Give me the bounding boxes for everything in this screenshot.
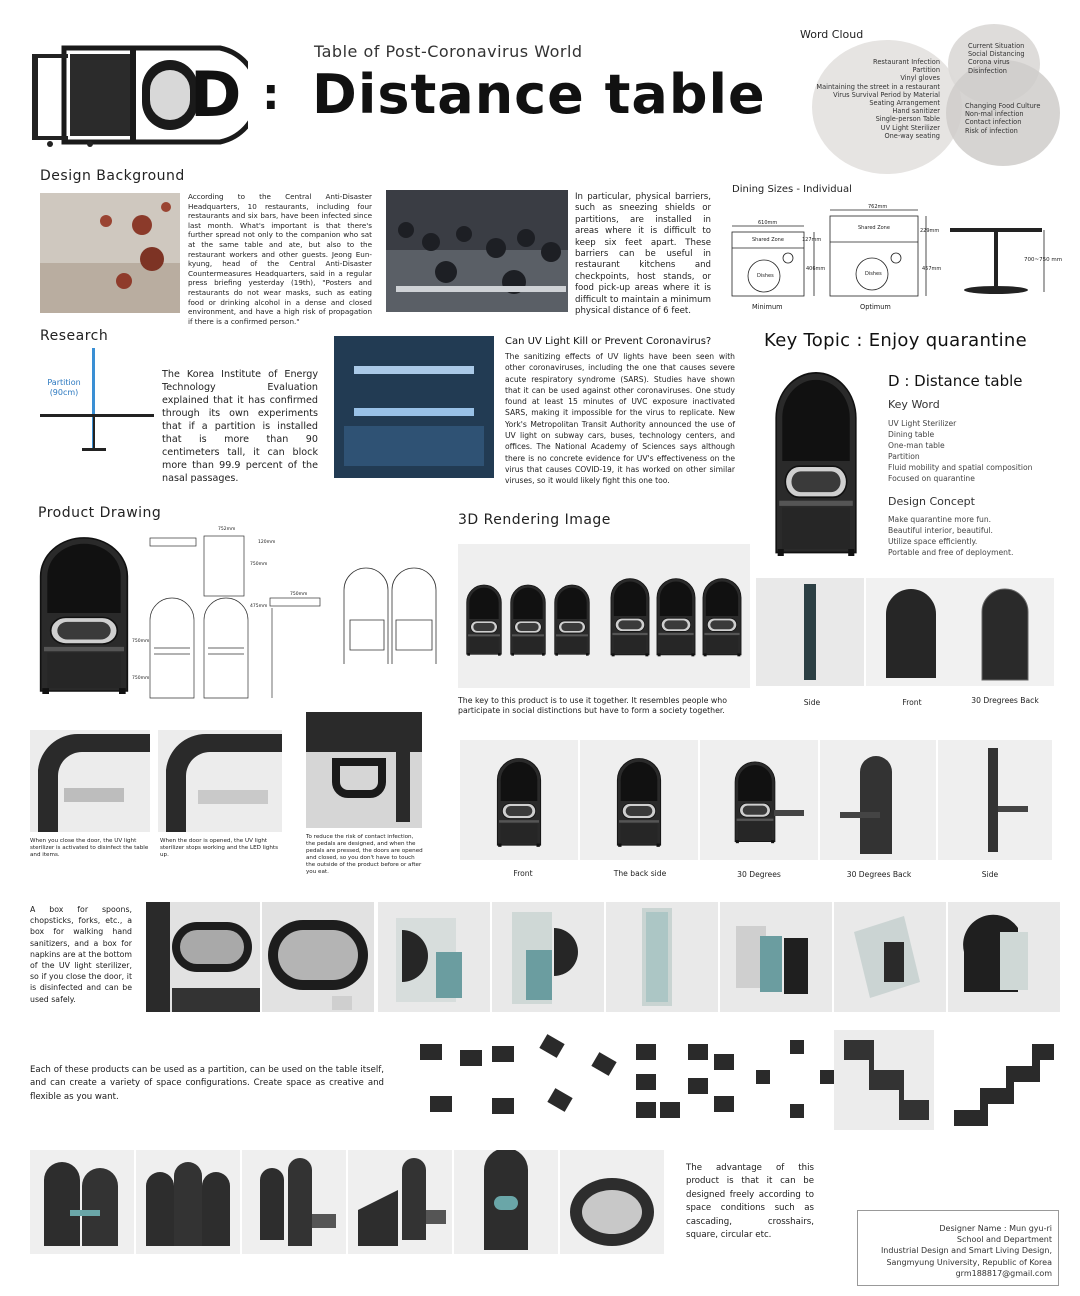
rendering-text: The key to this product is to use it together. It resembles people who participate in social distinctions but have to form a society together. [458,696,727,715]
label-view-side: Side [981,870,999,879]
word-cloud-left: Restaurant Infection Partition Vinyl gloves Maintaining the street in a restaurant Virus Survival Period by Material Seating Arrangement Hand sanitizer Single-person Table UV Light Sterilizer One-way seating [816,58,940,140]
dining-height: 700~750 mm [1024,257,1063,263]
design-background-text-2: In particular, physical barriers, such as sneezing shields or partitions, are installed in areas where it is difficult to keep six feet apart. These barriers can be useful in restaurant kitchens and checkpoints, host stands, or food pick-up areas where it is difficult to maintain a minimum physical distance of 6 feet. [575,192,711,317]
key-topic-product-image [770,366,862,556]
partition-text: Each of these products can be used as a partition, can be used on the table itself, and can create a variety of space configurations. Create space as creative and flexible as you want. [30,1065,384,1102]
uv-heading: Can UV Light Kill or Prevent Coronavirus? [505,336,712,347]
label-view-30deg-back: 30 Degrees Back [846,870,912,879]
dim-b: 750mm [250,562,268,567]
concept-heading: Design Concept [888,495,975,508]
detail-photo-door-closed [30,730,150,832]
render-view-back [580,740,698,860]
caption-pedal: To reduce the risk of contact infection, the pedals are designed, and when the pedals are pressed, the doors are opened and closed, so you don't have to touch the outside of the product before or after you eat. [306,834,423,875]
bottom-render-3 [242,1150,346,1254]
designer-line1: School and Department [956,1235,1052,1245]
bottom-render-1 [30,1150,134,1254]
bottom-render-6 [560,1150,664,1254]
dim-a: 120mm [258,540,276,545]
render-side-top [756,578,864,686]
dining-opt-dishes: Dishes [865,271,882,277]
dim-c: 475mm [250,604,268,609]
research-text: The Korea Institute of Energy Technology Evaluation explained that it has confirmed through its own experiments that if a partition is installed that is more than 90 centimeters tall, it can block more than 99.9 percent of the nasal passages. [162,369,318,484]
dining-min-shared-zone: Shared Zone [752,237,784,243]
render-view-front [460,740,578,860]
key-topic-product-name: D : Distance table [888,372,1023,390]
box-photo-6 [720,902,832,1012]
render-front-top [866,578,956,686]
partition-label-text: Partition [47,378,81,387]
design-background-heading: Design Background [40,168,185,184]
partition-diagram [40,348,154,452]
box-photo-8 [948,902,1060,1012]
dim-top: 752mm [218,527,236,532]
detail-photo-door-open [158,730,282,832]
box-photo-4 [492,902,604,1012]
product-drawing-heading: Product Drawing [38,505,162,521]
box-photo-7 [834,902,946,1012]
label-view-back: The back side [613,869,667,878]
dining-opt-width: 762mm [868,204,888,210]
dining-min-label: Minimum [752,303,783,311]
designer-line2: Industrial Design and Smart Living Design, [880,1246,1052,1256]
dining-min-dishes: Dishes [757,273,774,279]
dining-min-depth: 406mm [806,266,826,272]
bottom-render-5 [454,1150,558,1254]
dining-opt-depth: 457mm [922,266,942,272]
dim-f: 750mm [290,592,308,597]
label-view-front: Front [513,869,533,878]
label-front-top: Front [902,698,922,707]
rendering-group-image [458,544,750,688]
page-title: Distance table [312,63,766,126]
box-photo-1 [146,902,260,1012]
word-cloud-bottom: Changing Food Culture Non-mal infection Contact infection Risk of infection [965,102,1041,135]
designer-name: Designer Name : Mun gyu-ri [939,1224,1052,1233]
designer-email[interactable]: grm188817@gmail.com [955,1268,1052,1278]
key-topic-heading: Key Topic : Enjoy quarantine [764,330,1027,351]
rendering-heading: 3D Rendering Image [458,512,611,528]
word-cloud-heading: Word Cloud [800,28,864,41]
render-view-side [938,740,1052,860]
render-back-top [956,578,1054,686]
box-photo-2 [262,902,374,1012]
partition-size-text: (90cm) [49,388,79,397]
wireframe-drawing [338,560,444,672]
uv-light-image [334,336,494,478]
technical-drawing [146,528,328,700]
label-view-30deg: 30 Degrees [737,870,781,879]
caption-door-open: When the door is opened, the UV light sterilizer stops working and the LED lights up. [160,838,279,858]
header-colon: : [262,69,280,120]
concept-list: Make quarantine more fun. Beautiful interior, beautiful. Utilize space efficiently. Portable and free of deployment. [888,515,1014,557]
advantage-text: The advantage of this product is that it can be designed freely according to space conditions such as cascading, crosshairs, square, circular etc. [686,1163,814,1241]
box-photo-3 [378,902,490,1012]
dining-opt-shared-zone: Shared Zone [858,225,890,231]
label-side-top: Side [803,698,821,707]
detail-photo-pedal [306,712,422,828]
logo-letter: D [190,58,242,131]
dining-opt-label: Optimum [860,303,891,311]
word-cloud-top: Current Situation Social Distancing Corona virus Disinfection [968,42,1025,75]
design-background-text-1: According to the Central Anti-Disaster Headquarters, 10 restaurants, including four restaurants and six bars, have been infected since last month. What's important is that there's further spread not only to the companion who sat at the same table and ate, but also to the restaurant workers and other guests. Jeong Eun-kyung, head of the Central Anti-Disaster Countermeasures Headquarters, said in a regular press briefing yesterday (19th), "Posters and restaurants do not wear masks, such as eating food or drinking alcohol in a dense and closed environment, and have a high risk of propagation if there is a confirmed person." [188,192,372,326]
designer-line3: Sangmyung University, Republic of Korea [886,1257,1052,1267]
virus-image [40,193,180,313]
dining-min-width: 610mm [758,220,778,226]
product-drawing-render [34,532,134,694]
dim-d: 750mm [132,639,150,644]
keyword-list: UV Light Sterilizer Dining table One-man table Partition Fluid mobility and spatial composition Focused on quarantine [888,419,1033,483]
render-view-30deg [700,740,818,860]
dining-sizes-diagram [726,200,1056,312]
caption-door-closed: When you close the door, the UV light sterilizer is activated to disinfect the table and items. [30,838,149,858]
header-subtitle: Table of Post-Coronavirus World [314,42,583,61]
dining-sizes-heading: Dining Sizes - Individual [732,184,852,195]
research-heading: Research [40,328,109,344]
designer-box [857,1210,1059,1286]
box-text: A box for spoons, chopsticks, forks, etc., a box for walking hand sanitizers, and a box for napkins are at the bottom of the UV light sterilizer, so if you close the door, it is disinfected and can be used safely. [30,905,132,1004]
render-view-30deg-back [820,740,936,860]
dim-e: 750mm [132,676,150,681]
uv-text: The sanitizing effects of UV lights have been seen with other coronaviruses, including the one that causes severe acute respiratory syndrome (SARS). Studies have shown that it can be used against other coronaviruses. One study found at least 15 minutes of UVC exposure inactivated SARS, making it impossible for the virus to replicate. New York's Metropolitan Transit Authority announced the use of UV light on subway cars, buses, technology centers, and offices. The National Academy of Sciences says although there is no concrete evidence for UV's effectiveness on the virus that causes COVID-19, it has worked on other similar viruses, so it would likely fight this one too. [505,352,735,486]
box-photo-5 [606,902,718,1012]
label-back-top: 30 Dregrees Back [971,696,1039,705]
dining-min-shared: 127mm [802,237,822,243]
dining-opt-shared: 229mm [920,228,940,234]
partition-label [42,378,86,398]
restaurant-crowd-image [386,190,568,312]
bottom-render-2 [136,1150,240,1254]
bottom-render-4 [348,1150,452,1254]
configuration-topviews [414,1030,1062,1130]
keyword-heading: Key Word [888,398,940,411]
